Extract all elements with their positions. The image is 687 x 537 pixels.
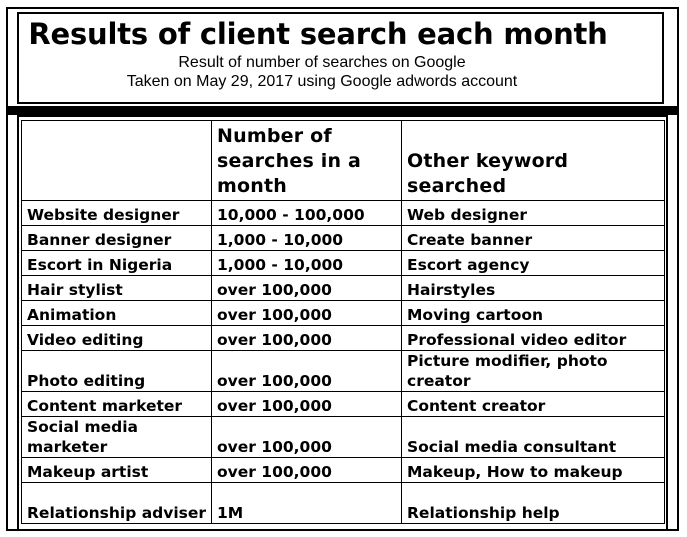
keyword-cell: Escort in Nigeria — [22, 251, 212, 276]
table-row — [22, 326, 665, 351]
other-keyword-cell: Moving cartoon — [402, 301, 665, 326]
other-keyword-cell: Makeup, How to makeup — [402, 458, 665, 483]
table-row — [22, 483, 665, 524]
searches-cell: 1M — [212, 483, 402, 524]
divider-bar — [8, 106, 677, 115]
table-row — [22, 392, 665, 417]
table-row — [22, 226, 665, 251]
searches-cell: over 100,000 — [212, 392, 402, 417]
column-header-other: Other keyword searched — [402, 121, 665, 201]
page-title: Results of client search each month — [28, 17, 608, 51]
searches-cell: over 100,000 — [212, 301, 402, 326]
keyword-cell: Makeup artist — [22, 458, 212, 483]
keyword-cell: Animation — [22, 301, 212, 326]
searches-cell: over 100,000 — [212, 351, 402, 392]
keyword-cell: Video editing — [22, 326, 212, 351]
table-header-row — [22, 121, 665, 201]
document-frame — [6, 7, 679, 531]
table-row — [22, 417, 665, 458]
other-keyword-cell: Relationship help — [402, 483, 665, 524]
other-keyword-cell: Social media consultant — [402, 417, 665, 458]
column-header-keyword — [22, 121, 212, 201]
keyword-cell: Website designer — [22, 201, 212, 226]
searches-cell: over 100,000 — [212, 276, 402, 301]
table-row — [22, 458, 665, 483]
keyword-cell: Hair stylist — [22, 276, 212, 301]
results-table — [21, 120, 665, 524]
other-keyword-cell: Content creator — [402, 392, 665, 417]
keyword-cell: Content marketer — [22, 392, 212, 417]
other-keyword-cell: Web designer — [402, 201, 665, 226]
other-keyword-cell: Hairstyles — [402, 276, 665, 301]
table-row — [22, 301, 665, 326]
keyword-cell: Relationship adviser — [22, 483, 212, 524]
searches-cell: over 100,000 — [212, 326, 402, 351]
table-row — [22, 351, 665, 392]
searches-cell: over 100,000 — [212, 417, 402, 458]
other-keyword-cell: Create banner — [402, 226, 665, 251]
keyword-cell: Banner designer — [22, 226, 212, 251]
other-keyword-cell: Professional video editor — [402, 326, 665, 351]
keyword-cell: Social media marketer — [22, 417, 212, 458]
searches-cell: 1,000 - 10,000 — [212, 251, 402, 276]
table-row — [22, 201, 665, 226]
table-row — [22, 276, 665, 301]
searches-cell: 1,000 - 10,000 — [212, 226, 402, 251]
searches-cell: 10,000 - 100,000 — [212, 201, 402, 226]
keyword-cell: Photo editing — [22, 351, 212, 392]
column-header-searches: Number of searches in a month — [212, 121, 402, 201]
results-table-container — [17, 115, 668, 529]
other-keyword-cell: Picture modifier, photo creator — [402, 351, 665, 392]
header-box — [17, 12, 664, 104]
table-row — [22, 251, 665, 276]
other-keyword-cell: Escort agency — [402, 251, 665, 276]
subtitle-date: Taken on May 29, 2017 using Google adwords account — [126, 73, 518, 90]
searches-cell: over 100,000 — [212, 458, 402, 483]
subtitle-source: Result of number of searches on Google — [178, 54, 466, 71]
